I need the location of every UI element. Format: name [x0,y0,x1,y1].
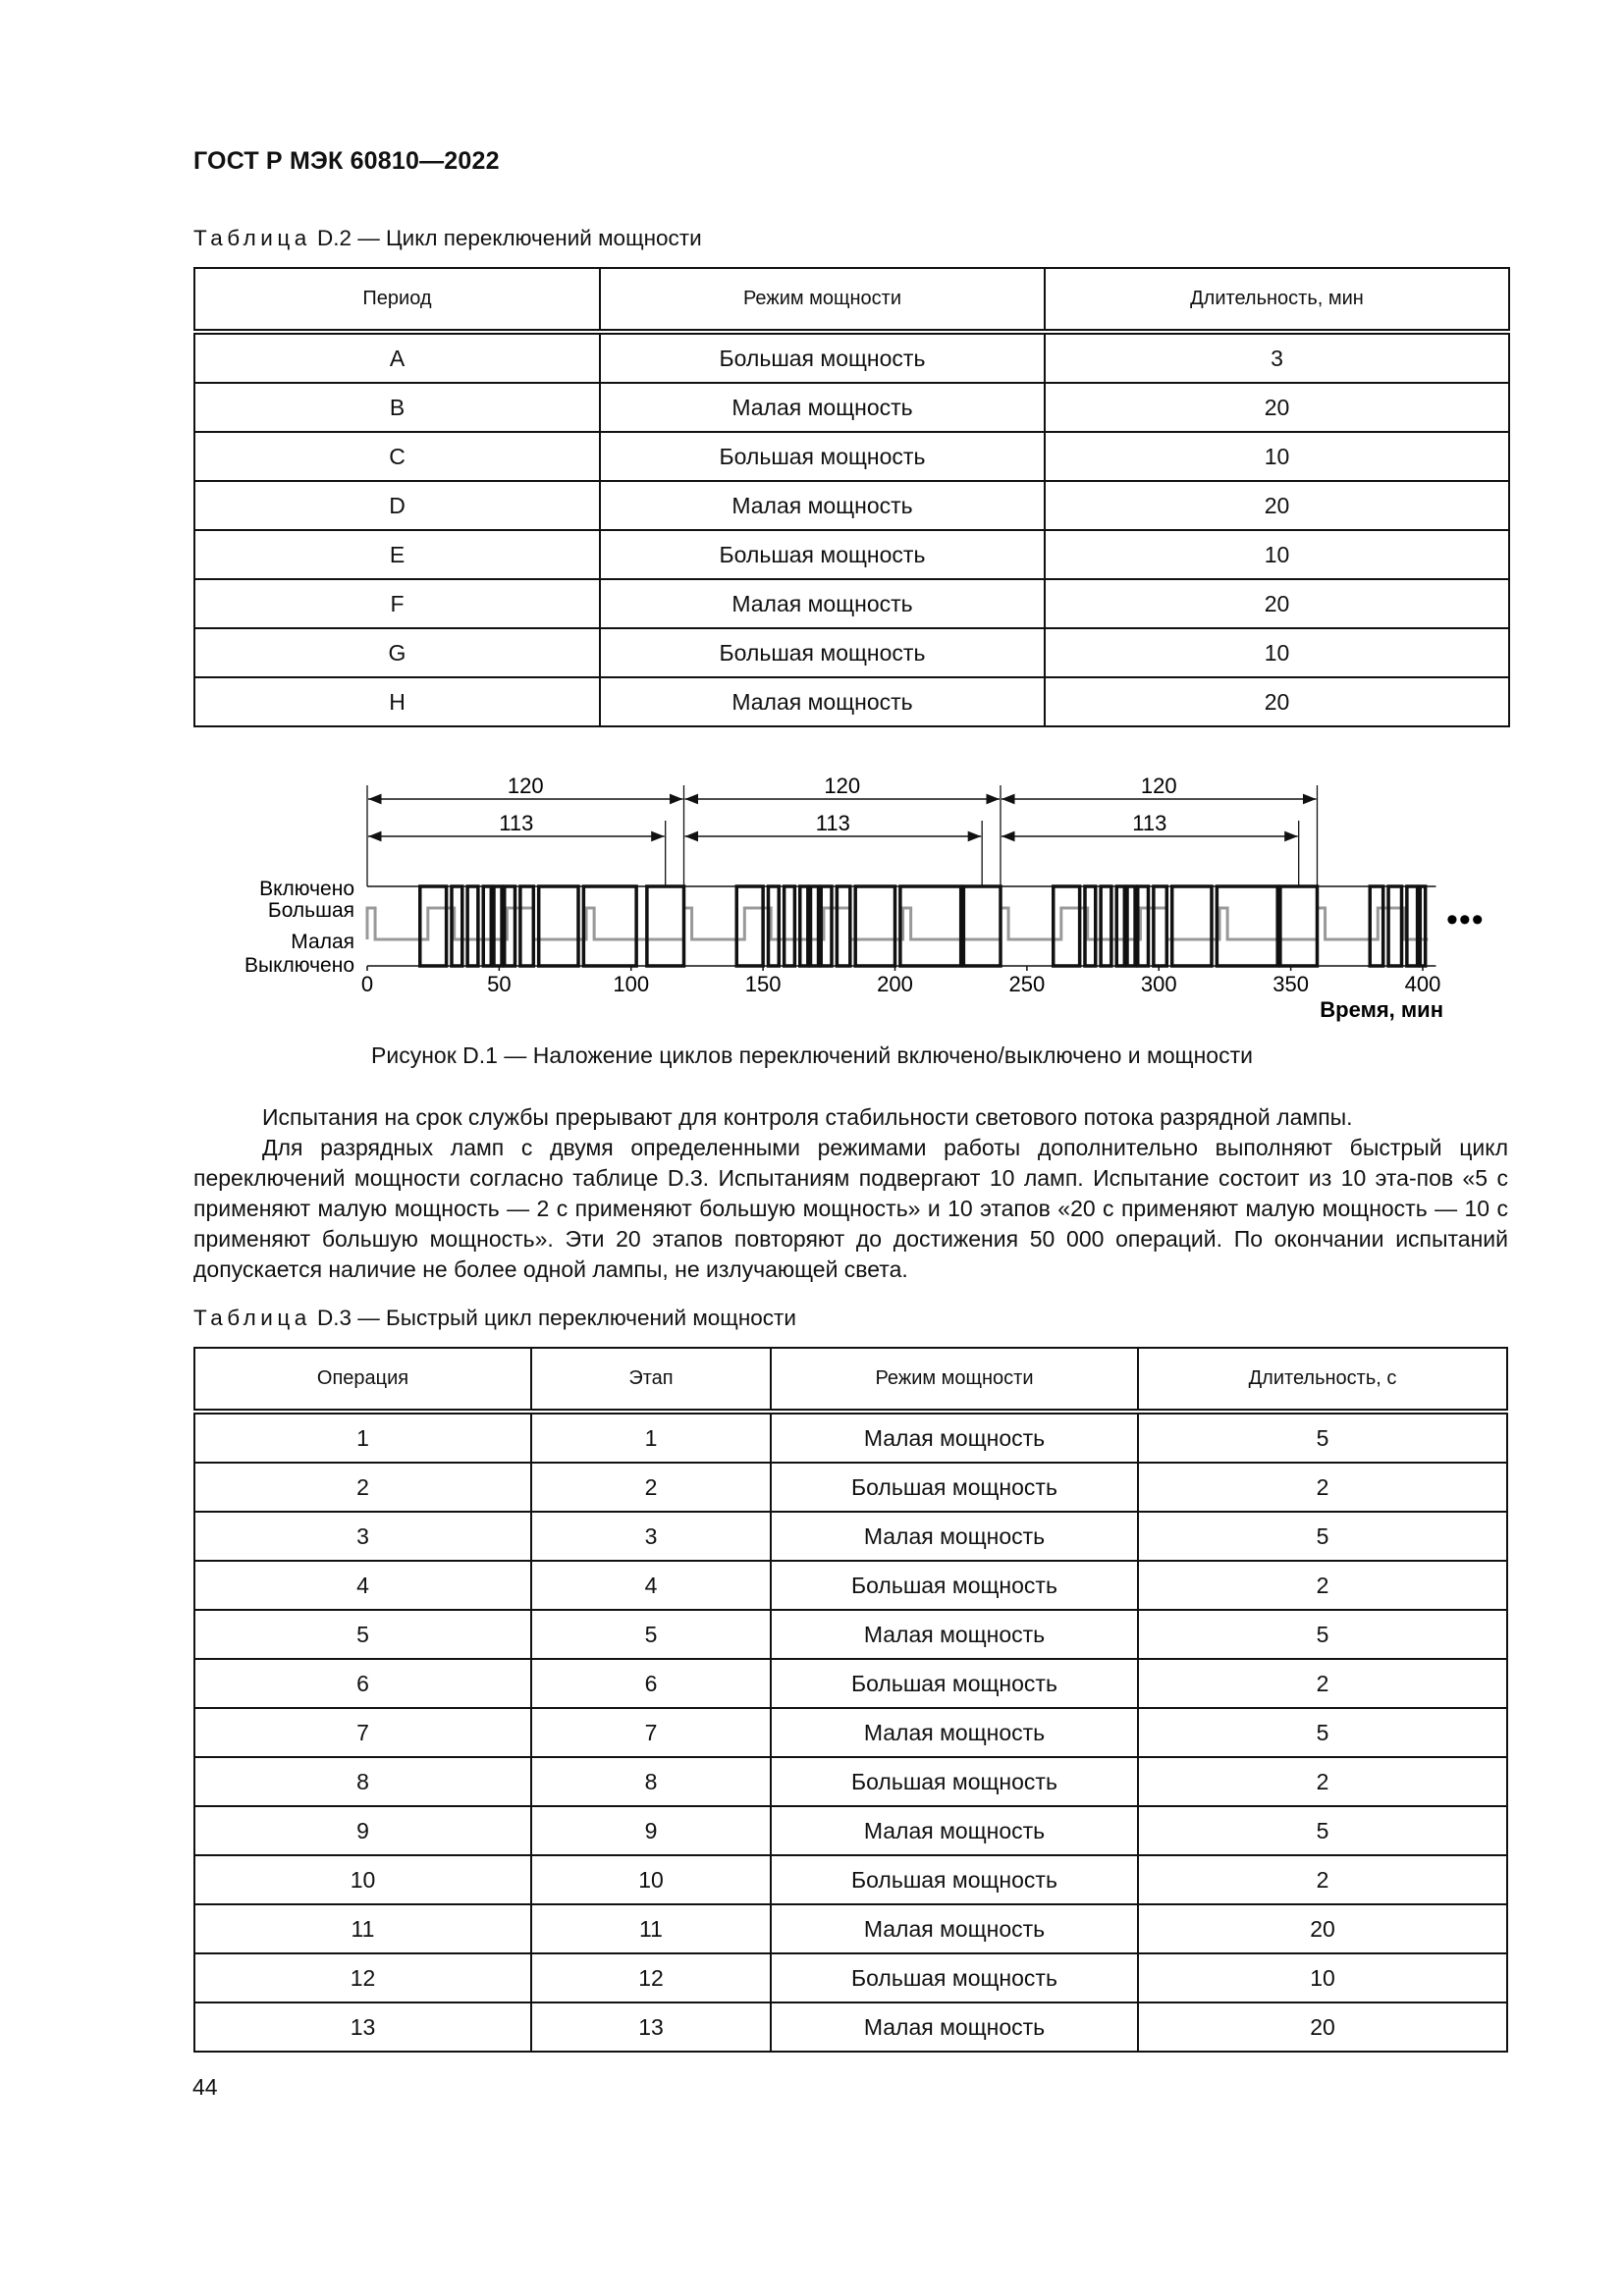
table-d2-header-mode: Режим мощности [600,268,1045,332]
table-cell: 5 [1138,1412,1507,1463]
table-cell: 3 [194,1512,531,1561]
table-cell: 13 [194,2002,531,2052]
table-row [194,628,1509,677]
table-cell: 10 [531,1855,771,1904]
table-d3-header-stage: Этап [531,1348,771,1412]
on-period-bar [1085,886,1096,966]
table-row [194,332,1509,383]
table-cell: 10 [1045,628,1509,677]
figure-caption: Рисунок D.1 — Наложение циклов переключений включено/выключено и мощности [371,1042,1253,1068]
table-cell: H [194,677,600,726]
table-cell: 12 [531,1953,771,2002]
table-row [194,1708,1507,1757]
table-row [194,2002,1507,2052]
continuation-ellipsis: ••• [1446,901,1485,938]
table-cell: 2 [531,1463,771,1512]
table-cell: 3 [531,1512,771,1561]
table-d2-caption [193,226,702,251]
table-cell: Большая мощность [600,530,1045,579]
table-d2-header-duration: Длительность, мин [1045,268,1509,332]
on-period-bar [736,886,763,966]
on-period-bar [837,886,849,966]
dimension-label-on: 113 [815,811,850,835]
table-cell: 5 [1138,1806,1507,1855]
table-row [194,677,1509,726]
table-cell: 11 [531,1904,771,1953]
table-cell: 6 [194,1659,531,1708]
on-period-bar [452,886,462,966]
table-d3-header-operation: Операция [194,1348,531,1412]
table-cell: Малая мощность [600,383,1045,432]
table-cell: Большая мощность [600,432,1045,481]
on-period-bar [1420,886,1425,966]
on-period-bar [467,886,478,966]
on-period-bar [1154,886,1166,966]
table-cell: Малая мощность [600,481,1045,530]
on-period-bar [647,886,684,966]
y-label-low: Малая [291,931,354,953]
dimension-lines [367,774,1318,886]
table-d3 [193,1347,1508,2053]
table-row [194,432,1509,481]
table-cell: 5 [1138,1708,1507,1757]
table-cell: Большая мощность [771,1561,1138,1610]
on-period-bar [1407,886,1418,966]
dimension-label-cycle: 120 [824,774,861,798]
tick-label: 400 [1404,972,1441,996]
paragraph: Для разрядных ламп с двумя определенными режимами работы дополнительно выполняют быстрый цикл переключений мощности согласно таблице D.3. Испытаниям подвергают 10 ламп. Испытание состоит из 10 эта-пов «5 с применяют малую мощность — 2 с применяют большую мощность» и 10 этапов «20 с применяют малую мощность — 10 с применяют большую мощность». Эти 20 этапов повторяют до достижения 50 000 операций. По окончании испытаний допускается наличие не более одной лампы, не излучающей света. [193,1135,1508,1282]
tick-label: 100 [613,972,650,996]
on-period-bar [1127,886,1135,966]
table-cell: Малая мощность [771,1904,1138,1953]
on-period-bar [1388,886,1401,966]
table-cell: 4 [531,1561,771,1610]
table-cell: 4 [194,1561,531,1610]
table-cell: 5 [1138,1610,1507,1659]
table-row [194,1463,1507,1512]
table-cell: 20 [1045,481,1509,530]
table-cell: 9 [531,1806,771,1855]
on-period-bar [483,886,491,966]
on-period-bar [494,886,502,966]
tick-label: 200 [877,972,913,996]
on-period-bar [1138,886,1149,966]
table-cell: 2 [1138,1855,1507,1904]
on-period-bar [1172,886,1212,966]
table-row [194,1512,1507,1561]
table-cell: Большая мощность [771,1463,1138,1512]
table-cell: G [194,628,600,677]
y-label-on: Включено [259,878,354,900]
tick-label: 250 [1008,972,1046,996]
x-axis-ticks [361,966,1440,996]
table-cell: 20 [1045,677,1509,726]
dimension-label-cycle: 120 [1140,774,1177,798]
tick-label: 0 [360,972,374,996]
table-cell: 7 [531,1708,771,1757]
on-period-bar [1101,886,1111,966]
table-row [194,1412,1507,1463]
table-d2-caption-text: D.2 — Цикл переключений мощности [317,226,702,250]
table-cell: 9 [194,1806,531,1855]
table-d3-header-duration: Длительность, с [1138,1348,1507,1412]
table-cell: Малая мощность [771,1708,1138,1757]
table-cell: Большая мощность [771,1953,1138,2002]
table-cell: Большая мощность [771,1659,1138,1708]
table-cell: Большая мощность [600,332,1045,383]
table-cell: 10 [1138,1953,1507,2002]
on-period-bar [963,886,1001,966]
table-d2-caption-word: Таблица [193,226,311,250]
on-period-bar [785,886,795,966]
table-cell: 5 [1138,1512,1507,1561]
on-period-bar [420,886,447,966]
table-d3-header-mode: Режим мощности [771,1348,1138,1412]
table-cell: 2 [1138,1659,1507,1708]
table-row [194,530,1509,579]
table-cell: 12 [194,1953,531,2002]
power-mode-trace [367,908,1428,939]
table-cell: F [194,579,600,628]
table-row [194,1855,1507,1904]
tick-label: 50 [487,972,512,996]
table-cell: Малая мощность [600,579,1045,628]
table-row [194,481,1509,530]
table-d2-header-period: Период [194,268,600,332]
table-row [194,1757,1507,1806]
table-cell: 8 [531,1757,771,1806]
table-cell: 20 [1045,579,1509,628]
table-cell: 13 [531,2002,771,2052]
table-cell: 6 [531,1659,771,1708]
table-cell: 2 [1138,1757,1507,1806]
switching-cycle-diagram [0,766,1624,1041]
table-cell: A [194,332,600,383]
on-period-bar [1116,886,1124,966]
table-row [194,1904,1507,1953]
table-cell: Малая мощность [771,1610,1138,1659]
table-d3-caption [193,1306,796,1331]
table-cell: 7 [194,1708,531,1757]
dimension-label-on: 113 [499,811,534,835]
body-text [193,1102,1508,1285]
tick-label: 350 [1272,972,1309,996]
table-cell: 1 [194,1412,531,1463]
on-period-bar [583,886,636,966]
on-period-bar [1280,886,1318,966]
table-cell: 10 [1045,432,1509,481]
tick-label: 300 [1140,972,1177,996]
on-off-switching-bars [420,886,1426,966]
dimension-label-on: 113 [1132,811,1167,835]
table-row [194,1561,1507,1610]
on-period-bar [811,886,819,966]
table-cell: 3 [1045,332,1509,383]
table-cell: E [194,530,600,579]
document-header: ГОСТ Р МЭК 60810—2022 [193,147,500,175]
dimension-label-cycle: 120 [507,774,544,798]
table-cell: C [194,432,600,481]
on-period-bar [821,886,832,966]
on-period-bar [505,886,515,966]
page-number: 44 [192,2074,218,2100]
table-cell: Большая мощность [771,1855,1138,1904]
table-cell: 5 [531,1610,771,1659]
paragraph: Испытания на срок службы прерывают для контроля стабильности светового потока разрядной лампы. [262,1104,1353,1130]
on-period-bar [769,886,780,966]
table-row [194,1806,1507,1855]
table-row [194,383,1509,432]
x-axis-label: Время, мин [1320,997,1443,1022]
y-label-off: Выключено [244,954,354,977]
table-cell: 8 [194,1757,531,1806]
table-d3-caption-text: D.3 — Быстрый цикл переключений мощности [317,1306,796,1330]
table-cell: Малая мощность [771,1512,1138,1561]
table-cell: Малая мощность [771,1412,1138,1463]
table-row [194,1659,1507,1708]
table-cell: 20 [1045,383,1509,432]
y-label-high: Большая [267,899,354,922]
table-row [194,579,1509,628]
on-period-bar [800,886,808,966]
tick-label: 150 [744,972,782,996]
on-period-bar [1054,886,1080,966]
table-cell: 10 [194,1855,531,1904]
table-row [194,1610,1507,1659]
table-cell: 11 [194,1904,531,1953]
on-period-bar [855,886,894,966]
on-period-bar [539,886,578,966]
table-cell: B [194,383,600,432]
table-cell: 20 [1138,2002,1507,2052]
table-cell: 2 [194,1463,531,1512]
table-cell: 1 [531,1412,771,1463]
table-cell: 10 [1045,530,1509,579]
table-d3-caption-word: Таблица [193,1306,311,1330]
table-cell: 2 [1138,1561,1507,1610]
table-cell: D [194,481,600,530]
table-cell: Большая мощность [771,1757,1138,1806]
table-cell: 2 [1138,1463,1507,1512]
table-cell: 5 [194,1610,531,1659]
on-period-bar [520,886,533,966]
table-row [194,1953,1507,2002]
table-cell: Малая мощность [600,677,1045,726]
table-cell: Большая мощность [600,628,1045,677]
table-cell: Малая мощность [771,2002,1138,2052]
table-d2 [193,267,1510,727]
table-cell: Малая мощность [771,1806,1138,1855]
table-cell: 20 [1138,1904,1507,1953]
